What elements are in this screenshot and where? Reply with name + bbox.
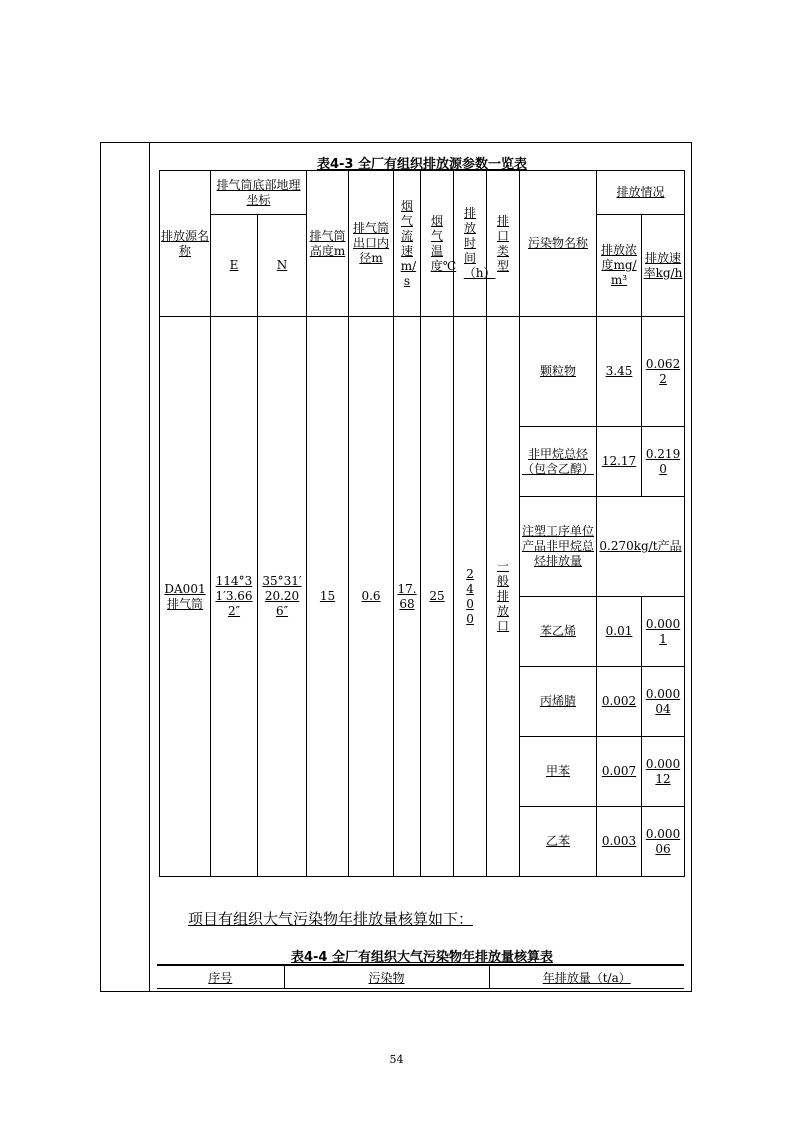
header-height: 排气筒高度m [307, 171, 349, 317]
table-row [160, 317, 685, 427]
table-4-3 [159, 170, 685, 877]
header-coords-group: 排气筒底部地理坐标 [211, 171, 307, 215]
header-velocity: 烟气流速m/s [394, 171, 421, 317]
header-e: E [211, 215, 258, 317]
pollutant-name-cell: 颗粒物 [520, 317, 597, 427]
pollutant-name-cell: 注塑工序单位产品非甲烷总烃排放量 [520, 497, 597, 597]
source-e-cell: 114°31′3.662″ [211, 317, 258, 877]
header-temperature: 烟气温度℃ [421, 171, 454, 317]
table-4-4 [157, 964, 684, 989]
pollutant-rate-cell: 0.0001 [642, 597, 685, 667]
summary-sentence: 项目有组织大气污染物年排放量核算如下： [188, 910, 474, 928]
source-height-cell: 15 [307, 317, 349, 877]
header-pollutant-44: 污染物 [284, 965, 489, 989]
header-row-1 [160, 171, 685, 215]
header-seq: 序号 [157, 965, 284, 989]
source-diameter-cell: 0.6 [349, 317, 394, 877]
header-n: N [258, 215, 307, 317]
pollutant-concentration-cell: 0.007 [597, 737, 642, 807]
pollutant-name-cell: 甲苯 [520, 737, 597, 807]
pollutant-name-cell: 丙烯腈 [520, 667, 597, 737]
header-diameter: 排气筒出口内径m [349, 171, 394, 317]
pollutant-rate-cell: 0.00012 [642, 737, 685, 807]
header-pollutant: 污染物名称 [520, 171, 597, 317]
pollutant-rate-cell: 0.0622 [642, 317, 685, 427]
pollutant-concentration-cell: 3.45 [597, 317, 642, 427]
pollutant-name-cell: 苯乙烯 [520, 597, 597, 667]
source-velocity-cell: 17.68 [394, 317, 421, 877]
table-4-4-title: 表4-4 全厂有组织大气污染物年排放量核算表 [290, 950, 553, 965]
source-temperature-cell: 25 [421, 317, 454, 877]
header-concentration: 排放浓度mg/m³ [597, 215, 642, 317]
pollutant-concentration-cell: 0.002 [597, 667, 642, 737]
header-rate: 排放速率kg/h [642, 215, 685, 317]
source-outlet-type-cell: 一般排放口 [487, 317, 520, 877]
header-source-name: 排放源名称 [160, 171, 211, 317]
header-outlet-type: 排口类型 [487, 171, 520, 317]
pollutant-concentration-cell: 0.01 [597, 597, 642, 667]
header-hours: 排放时间（h） [454, 171, 487, 317]
table-4-3-title: 表4-3 全厂有组织排放源参数一览表 [316, 157, 527, 172]
pollutant-name-cell: 乙苯 [520, 807, 597, 877]
pollutant-concentration-cell: 0.003 [597, 807, 642, 877]
frame-divider [149, 143, 150, 991]
table-4-4-header-row [157, 965, 684, 989]
page-number: 54 [389, 1053, 404, 1066]
pollutant-concentration-cell: 12.17 [597, 427, 642, 497]
pollutant-name-cell: 非甲烷总烃（包含乙醇） [520, 427, 597, 497]
header-emission-group: 排放情况 [597, 171, 685, 215]
source-name-cell: DA001排气筒 [160, 317, 211, 877]
pollutant-rate-cell: 0.00004 [642, 667, 685, 737]
pollutant-rate-cell: 0.00006 [642, 807, 685, 877]
pollutant-merged-cell: 0.270kg/t产品 [597, 497, 685, 597]
source-hours-cell: 2400 [454, 317, 487, 877]
source-n-cell: 35°31′20.206″ [258, 317, 307, 877]
pollutant-rate-cell: 0.2190 [642, 427, 685, 497]
header-annual-emission: 年排放量（t/a） [489, 965, 684, 989]
